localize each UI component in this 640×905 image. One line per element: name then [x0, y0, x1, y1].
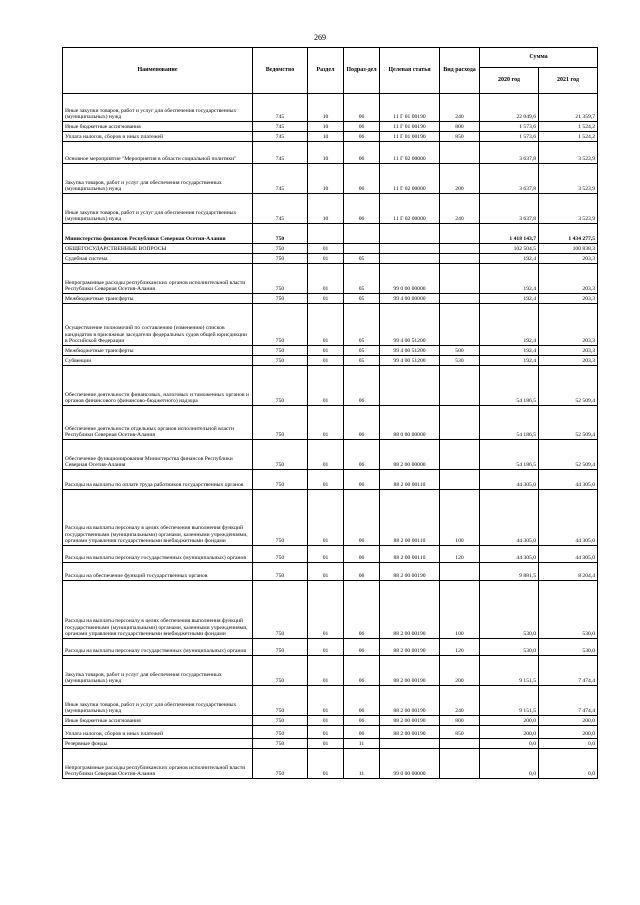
cell-type: 200	[440, 656, 480, 686]
cell-dept: 745	[253, 94, 308, 122]
cell-type: 850	[440, 726, 480, 739]
cell-target: 88 2 00 00190	[380, 726, 440, 739]
header-2020: 2020 год	[480, 68, 539, 94]
table-row	[63, 656, 598, 686]
cell-dept: 750	[253, 639, 308, 656]
cell-2020: 9 151,5	[480, 686, 539, 716]
table-row	[63, 346, 598, 356]
cell-2020: 1 573,6	[480, 122, 539, 132]
header-name: Наименование	[63, 48, 253, 94]
cell-subsection: 06	[344, 581, 380, 639]
cell-dept: 750	[253, 656, 308, 686]
cell-2021: 203,3	[539, 264, 598, 294]
cell-2021: 203,3	[539, 254, 598, 264]
header-target: Целевая статья	[380, 48, 440, 94]
cell-target	[380, 739, 440, 749]
cell-2020: 22 049,6	[480, 94, 539, 122]
table-row	[63, 224, 598, 244]
cell-name: Судебная система	[63, 254, 253, 264]
cell-section: 01	[308, 639, 344, 656]
cell-2021: 44 305,0	[539, 546, 598, 563]
cell-2021: 0,0	[539, 749, 598, 779]
cell-subsection: 06	[344, 639, 380, 656]
cell-section: 01	[308, 726, 344, 739]
cell-subsection: 05	[344, 304, 380, 346]
cell-type	[440, 739, 480, 749]
cell-section: 01	[308, 244, 344, 254]
table-row	[63, 749, 598, 779]
cell-type	[440, 244, 480, 254]
table-row	[63, 122, 598, 132]
cell-target: 88 2 00 00190	[380, 581, 440, 639]
cell-dept: 745	[253, 142, 308, 164]
table-row	[63, 254, 598, 264]
cell-type: 200	[440, 164, 480, 194]
cell-section: 01	[308, 686, 344, 716]
cell-2021: 7 474,4	[539, 656, 598, 686]
cell-subsection: 06	[344, 122, 380, 132]
cell-name: Резервные фонды	[63, 739, 253, 749]
cell-subsection: 11	[344, 749, 380, 779]
table-row	[63, 440, 598, 470]
cell-section: 01	[308, 356, 344, 366]
cell-2021: 3 523,9	[539, 142, 598, 164]
cell-type: 240	[440, 194, 480, 224]
cell-2021: 21 359,7	[539, 94, 598, 122]
cell-type: 800	[440, 122, 480, 132]
cell-subsection: 05	[344, 356, 380, 366]
cell-type	[440, 294, 480, 304]
table-row	[63, 356, 598, 366]
cell-name: Иные бюджетные ассигнования	[63, 716, 253, 726]
cell-dept: 750	[253, 726, 308, 739]
cell-target: 11 Г 02 00000	[380, 194, 440, 224]
cell-target: 11 Г 01 00190	[380, 132, 440, 142]
cell-2021: 200,0	[539, 726, 598, 739]
cell-2020: 1 573,6	[480, 132, 539, 142]
cell-section: 01	[308, 406, 344, 440]
cell-type	[440, 304, 480, 346]
cell-subsection: 06	[344, 546, 380, 563]
cell-target: 99 4 00 51200	[380, 304, 440, 346]
cell-target: 11 Г 01 00190	[380, 94, 440, 122]
cell-section: 01	[308, 490, 344, 546]
cell-name: Иные бюджетные ассигнования	[63, 122, 253, 132]
cell-section: 01	[308, 366, 344, 406]
table-row	[63, 739, 598, 749]
cell-subsection: 06	[344, 132, 380, 142]
cell-2021: 52 509,4	[539, 366, 598, 406]
cell-subsection: 06	[344, 142, 380, 164]
cell-dept: 750	[253, 749, 308, 779]
table-row	[63, 581, 598, 639]
cell-2020: 44 305,0	[480, 490, 539, 546]
cell-2020: 200,0	[480, 716, 539, 726]
table-row	[63, 490, 598, 546]
cell-2021: 203,3	[539, 356, 598, 366]
cell-type	[440, 563, 480, 581]
cell-type	[440, 470, 480, 490]
cell-type: 800	[440, 716, 480, 726]
cell-2020: 530,0	[480, 581, 539, 639]
header-sum: Сумма	[480, 48, 598, 68]
cell-subsection: 06	[344, 490, 380, 546]
cell-section: 01	[308, 716, 344, 726]
cell-name: Расходы на выплаты по оплате труда работников государственных органов	[63, 470, 253, 490]
cell-type: 500	[440, 346, 480, 356]
cell-target: 88 2 00 00000	[380, 440, 440, 470]
cell-target: 99 4 00 51200	[380, 356, 440, 366]
table-row	[63, 546, 598, 563]
cell-name: Обеспечение деятельности финансовых, налоговых и таможенных органов и органов финансового (финансово-бюджетного) надзора	[63, 366, 253, 406]
cell-subsection: 05	[344, 264, 380, 294]
cell-type	[440, 366, 480, 406]
cell-dept: 745	[253, 132, 308, 142]
cell-target: 88 2 00 00190	[380, 686, 440, 716]
cell-target: 99 4 00 51200	[380, 346, 440, 356]
cell-name: Обеспечение функционирования Министерства финансов Республики Северная Осетия-Алания	[63, 440, 253, 470]
cell-dept: 745	[253, 194, 308, 224]
cell-target: 88 2 00 00110	[380, 546, 440, 563]
table-row	[63, 304, 598, 346]
cell-name: Осуществление полномочий по составлению (изменению) списков кандидатов в присяжные заседатели федеральных судов общей юрисдикции в Российской Федерации	[63, 304, 253, 346]
cell-2020: 9 881,5	[480, 563, 539, 581]
cell-name: Иные закупки товаров, работ и услуг для обеспечения государственных (муниципальных) нужд	[63, 94, 253, 122]
cell-name: Расходы на выплаты персоналу государственных (муниципальных) органов	[63, 546, 253, 563]
cell-type: 850	[440, 132, 480, 142]
cell-name: Субвенции	[63, 356, 253, 366]
cell-dept: 750	[253, 716, 308, 726]
cell-2020: 3 637,8	[480, 164, 539, 194]
budget-table	[62, 47, 598, 779]
cell-type: 240	[440, 686, 480, 716]
cell-2020: 192,4	[480, 254, 539, 264]
cell-2020: 530,0	[480, 639, 539, 656]
cell-target: 88 2 00 00190	[380, 716, 440, 726]
cell-target: 99 0 00 00000	[380, 749, 440, 779]
cell-subsection: 06	[344, 406, 380, 440]
table-row	[63, 686, 598, 716]
cell-name: Непрограммные расходы республиканских органов исполнительной власти Республики Северная Осетия-Алания	[63, 264, 253, 294]
cell-2021: 52 509,4	[539, 440, 598, 470]
cell-2021: 44 305,0	[539, 470, 598, 490]
cell-subsection: 05	[344, 346, 380, 356]
cell-2021: 203,3	[539, 304, 598, 346]
cell-subsection: 06	[344, 94, 380, 122]
cell-section: 01	[308, 581, 344, 639]
cell-subsection: 06	[344, 164, 380, 194]
cell-type	[440, 264, 480, 294]
table-row	[63, 726, 598, 739]
cell-dept: 750	[253, 244, 308, 254]
table-row	[63, 716, 598, 726]
header-dept: Ведомство	[253, 48, 308, 94]
cell-target	[380, 254, 440, 264]
cell-subsection: 06	[344, 656, 380, 686]
cell-name: Расходы на обеспечение функций государственных органов	[63, 563, 253, 581]
table-row	[63, 294, 598, 304]
cell-target	[380, 224, 440, 244]
cell-name: Расходы на выплаты персоналу в целях обеспечения выполнения функций государственными (муниципальными) органами, казенными учреждениями, органами управления государственными внебюджетными фондами	[63, 490, 253, 546]
cell-section: 10	[308, 164, 344, 194]
cell-subsection: 06	[344, 366, 380, 406]
cell-dept: 750	[253, 254, 308, 264]
cell-2021: 8 204,4	[539, 563, 598, 581]
cell-type: 120	[440, 546, 480, 563]
table-row	[63, 639, 598, 656]
cell-type	[440, 749, 480, 779]
cell-section: 01	[308, 304, 344, 346]
cell-2021: 100 838,3	[539, 244, 598, 254]
table-body	[63, 94, 598, 779]
cell-2021: 1 524,2	[539, 132, 598, 142]
table-row	[63, 366, 598, 406]
cell-target	[380, 244, 440, 254]
cell-2021: 530,0	[539, 639, 598, 656]
cell-name: Уплата налогов, сборов и иных платежей	[63, 726, 253, 739]
cell-section: 01	[308, 749, 344, 779]
cell-dept: 750	[253, 739, 308, 749]
cell-subsection: 06	[344, 726, 380, 739]
cell-target	[380, 366, 440, 406]
header-2021: 2021 год	[539, 68, 598, 94]
cell-2020: 192,4	[480, 346, 539, 356]
cell-target: 88 2 00 00190	[380, 656, 440, 686]
page-number: 269	[314, 33, 326, 42]
cell-dept: 750	[253, 346, 308, 356]
cell-type: 100	[440, 581, 480, 639]
cell-subsection: 06	[344, 716, 380, 726]
cell-dept: 750	[253, 406, 308, 440]
cell-type	[440, 440, 480, 470]
table-row	[63, 264, 598, 294]
cell-dept: 750	[253, 294, 308, 304]
cell-2020: 192,4	[480, 304, 539, 346]
header-section: Раздел	[308, 48, 344, 94]
cell-2020: 102 504,5	[480, 244, 539, 254]
cell-2020: 54 186,5	[480, 366, 539, 406]
cell-dept: 750	[253, 490, 308, 546]
cell-subsection: 06	[344, 563, 380, 581]
cell-subsection: 06	[344, 194, 380, 224]
cell-2021: 1 524,2	[539, 122, 598, 132]
cell-subsection: 06	[344, 470, 380, 490]
cell-2021: 203,3	[539, 346, 598, 356]
cell-2021: 200,0	[539, 716, 598, 726]
cell-dept: 750	[253, 356, 308, 366]
table-row	[63, 244, 598, 254]
cell-section: 10	[308, 94, 344, 122]
cell-name: Межбюджетные трансферты	[63, 294, 253, 304]
cell-2020: 192,4	[480, 356, 539, 366]
cell-section: 01	[308, 546, 344, 563]
cell-name: ОБЩЕГОСУДАРСТВЕННЫЕ ВОПРОСЫ	[63, 244, 253, 254]
cell-name: Иные закупки товаров, работ и услуг для обеспечения государственных (муниципальных) нужд	[63, 686, 253, 716]
cell-dept: 750	[253, 686, 308, 716]
table-row	[63, 132, 598, 142]
cell-target: 88 2 00 00190	[380, 639, 440, 656]
cell-section: 10	[308, 142, 344, 164]
cell-2021: 3 523,9	[539, 194, 598, 224]
table-row	[63, 406, 598, 440]
cell-dept: 750	[253, 546, 308, 563]
cell-subsection	[344, 244, 380, 254]
cell-section: 10	[308, 132, 344, 142]
cell-type	[440, 406, 480, 440]
cell-name: Расходы на выплаты персоналу государственных (муниципальных) органов	[63, 639, 253, 656]
cell-2021: 7 474,4	[539, 686, 598, 716]
cell-name: Расходы на выплаты персоналу в целях обеспечения выполнения функций государственными (муниципальными) органами, казенными учреждениями, органами управления государственными внебюджетными фондами	[63, 581, 253, 639]
table-row	[63, 470, 598, 490]
cell-target: 99 4 00 00000	[380, 294, 440, 304]
cell-2020: 9 151,5	[480, 656, 539, 686]
cell-type	[440, 224, 480, 244]
cell-section: 10	[308, 194, 344, 224]
cell-2020: 1 418 143,7	[480, 224, 539, 244]
table-row	[63, 142, 598, 164]
cell-dept: 750	[253, 563, 308, 581]
cell-dept: 750	[253, 264, 308, 294]
cell-target: 88 2 00 00190	[380, 563, 440, 581]
cell-dept: 750	[253, 224, 308, 244]
cell-dept: 750	[253, 304, 308, 346]
cell-type: 120	[440, 639, 480, 656]
cell-target: 88 2 00 00110	[380, 490, 440, 546]
cell-subsection: 06	[344, 440, 380, 470]
cell-target: 11 Г 02 00000	[380, 164, 440, 194]
cell-2020: 192,4	[480, 294, 539, 304]
header-type: Вид расхода	[440, 48, 480, 94]
cell-section: 01	[308, 294, 344, 304]
cell-section: 01	[308, 254, 344, 264]
cell-2021: 0,0	[539, 739, 598, 749]
cell-name: Закупка товаров, работ и услуг для обеспечения государственных (муниципальных) нужд	[63, 656, 253, 686]
table-row	[63, 563, 598, 581]
cell-2020: 0,0	[480, 739, 539, 749]
cell-2021: 1 434 277,5	[539, 224, 598, 244]
cell-2020: 44 305,0	[480, 546, 539, 563]
cell-type	[440, 142, 480, 164]
cell-section: 01	[308, 563, 344, 581]
cell-2020: 192,4	[480, 264, 539, 294]
cell-subsection: 11	[344, 739, 380, 749]
cell-name: Иные закупки товаров, работ и услуг для обеспечения государственных (муниципальных) нужд	[63, 194, 253, 224]
cell-name: Министерство финансов Республики Северная Осетия-Алания	[63, 224, 253, 244]
cell-section: 01	[308, 440, 344, 470]
cell-target: 99 0 00 00000	[380, 264, 440, 294]
cell-dept: 745	[253, 122, 308, 132]
cell-name: Основное мероприятие "Мероприятия в области социальной политики"	[63, 142, 253, 164]
cell-section: 01	[308, 470, 344, 490]
table-row	[63, 194, 598, 224]
cell-section: 01	[308, 346, 344, 356]
cell-2021: 52 509,4	[539, 406, 598, 440]
table-row	[63, 94, 598, 122]
cell-name: Закупка товаров, работ и услуг для обеспечения государственных (муниципальных) нужд	[63, 164, 253, 194]
cell-2020: 3 637,8	[480, 194, 539, 224]
cell-name: Обеспечение деятельности отдельных органов исполнительной власти Республики Северная Осетия-Алания	[63, 406, 253, 440]
cell-2020: 0,0	[480, 749, 539, 779]
cell-type: 530	[440, 356, 480, 366]
cell-2021: 203,3	[539, 294, 598, 304]
cell-name: Межбюджетные трансферты	[63, 346, 253, 356]
cell-target: 11 Г 01 00190	[380, 122, 440, 132]
cell-2021: 3 523,9	[539, 164, 598, 194]
cell-type: 100	[440, 490, 480, 546]
header-subsection: Подраз-дел	[344, 48, 380, 94]
cell-subsection: 06	[344, 686, 380, 716]
cell-target: 11 Г 02 00000	[380, 142, 440, 164]
cell-type	[440, 254, 480, 264]
cell-dept: 750	[253, 440, 308, 470]
cell-subsection: 05	[344, 254, 380, 264]
cell-dept: 750	[253, 581, 308, 639]
cell-section: 01	[308, 739, 344, 749]
cell-section: 01	[308, 264, 344, 294]
cell-dept: 745	[253, 164, 308, 194]
cell-2020: 44 305,0	[480, 470, 539, 490]
cell-section	[308, 224, 344, 244]
cell-target: 88 0 00 00000	[380, 406, 440, 440]
cell-subsection: 05	[344, 294, 380, 304]
cell-2021: 44 305,0	[539, 490, 598, 546]
cell-target: 88 2 00 00110	[380, 470, 440, 490]
cell-type: 240	[440, 94, 480, 122]
cell-section: 10	[308, 122, 344, 132]
cell-2020: 200,0	[480, 726, 539, 739]
cell-subsection	[344, 224, 380, 244]
cell-dept: 750	[253, 470, 308, 490]
cell-section: 01	[308, 656, 344, 686]
cell-2020: 54 186,5	[480, 406, 539, 440]
cell-2021: 530,0	[539, 581, 598, 639]
cell-name: Непрограммные расходы республиканских органов исполнительной власти Республики Северная Осетия-Алания	[63, 749, 253, 779]
cell-2020: 54 186,5	[480, 440, 539, 470]
cell-2020: 3 637,8	[480, 142, 539, 164]
cell-dept: 750	[253, 366, 308, 406]
cell-name: Уплата налогов, сборов и иных платежей	[63, 132, 253, 142]
table-row	[63, 164, 598, 194]
